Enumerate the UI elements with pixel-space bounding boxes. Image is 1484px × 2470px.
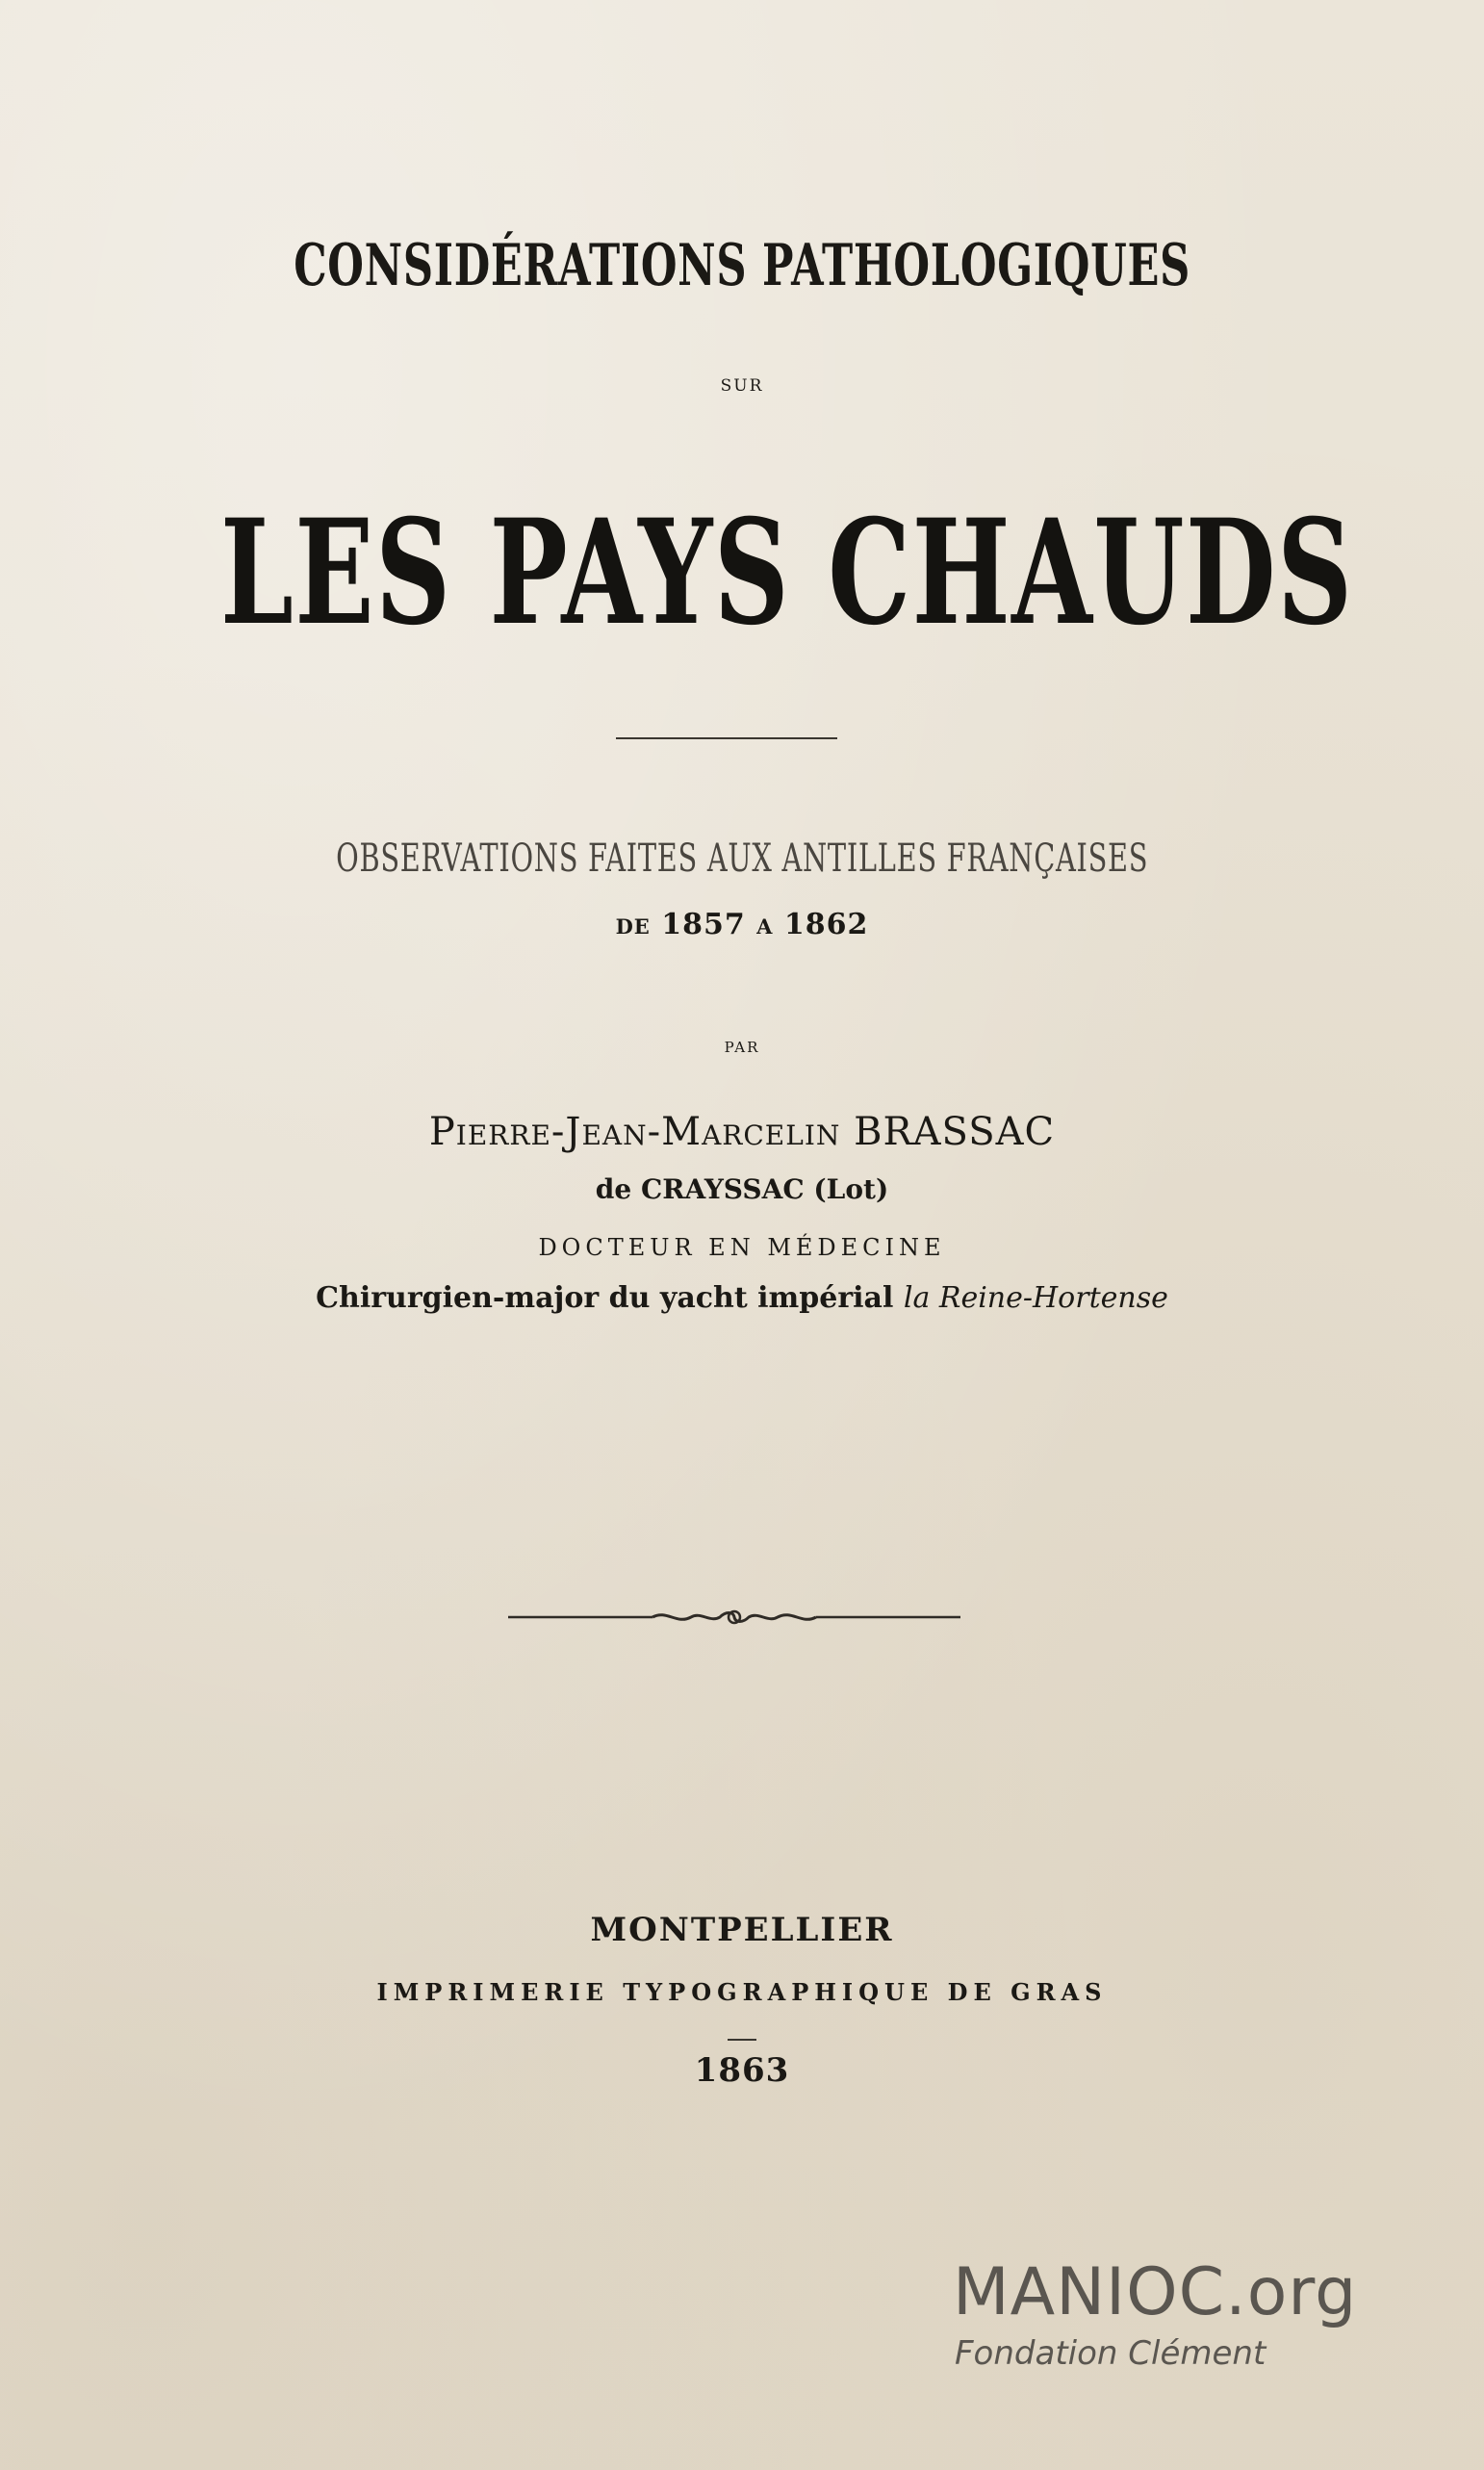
par-label: par [724,1034,760,1058]
author-position-prefix: Chirurgien-major du yacht impérial [316,1281,894,1315]
author-origin: de CRAYSSAC (Lot) [595,1173,889,1205]
author-degree: DOCTEUR EN MÉDECINE [538,1234,946,1261]
author-position [0,1281,1484,1315]
subtitle-observations [0,836,1484,881]
sur-label: sur [720,370,764,397]
publication-year: 1863 [694,2051,790,2090]
publication-city: MONTPELLIER [590,1911,894,1949]
subtitle-observations-text: OBSERVATIONS FAITES AUX ANTILLES FRANÇAISES [335,836,1149,881]
publisher-name: IMPRIMERIE TYPOGRAPHIQUE DE GRAS [376,1978,1108,2006]
subtitle-dates: de 1857 a 1862 [615,908,869,941]
main-title-text: LES PAYS CHAUDS [219,488,1354,657]
author-position-ship: la Reine-Hortense [903,1281,1168,1315]
title-line-text: CONSIDÉRATIONS PATHOLOGIQUES [294,232,1190,299]
manioc-subtitle: Fondation Clément [955,2334,1267,2373]
title-line [0,232,1484,299]
manioc-logo: MANIOC.org [953,2254,1358,2330]
year-divider [728,2039,756,2041]
main-title [0,488,1484,657]
author-name: Pierre-Jean-Marcelin BRASSAC [428,1110,1056,1154]
ornament-divider [508,1598,960,1636]
title-divider [616,737,837,739]
